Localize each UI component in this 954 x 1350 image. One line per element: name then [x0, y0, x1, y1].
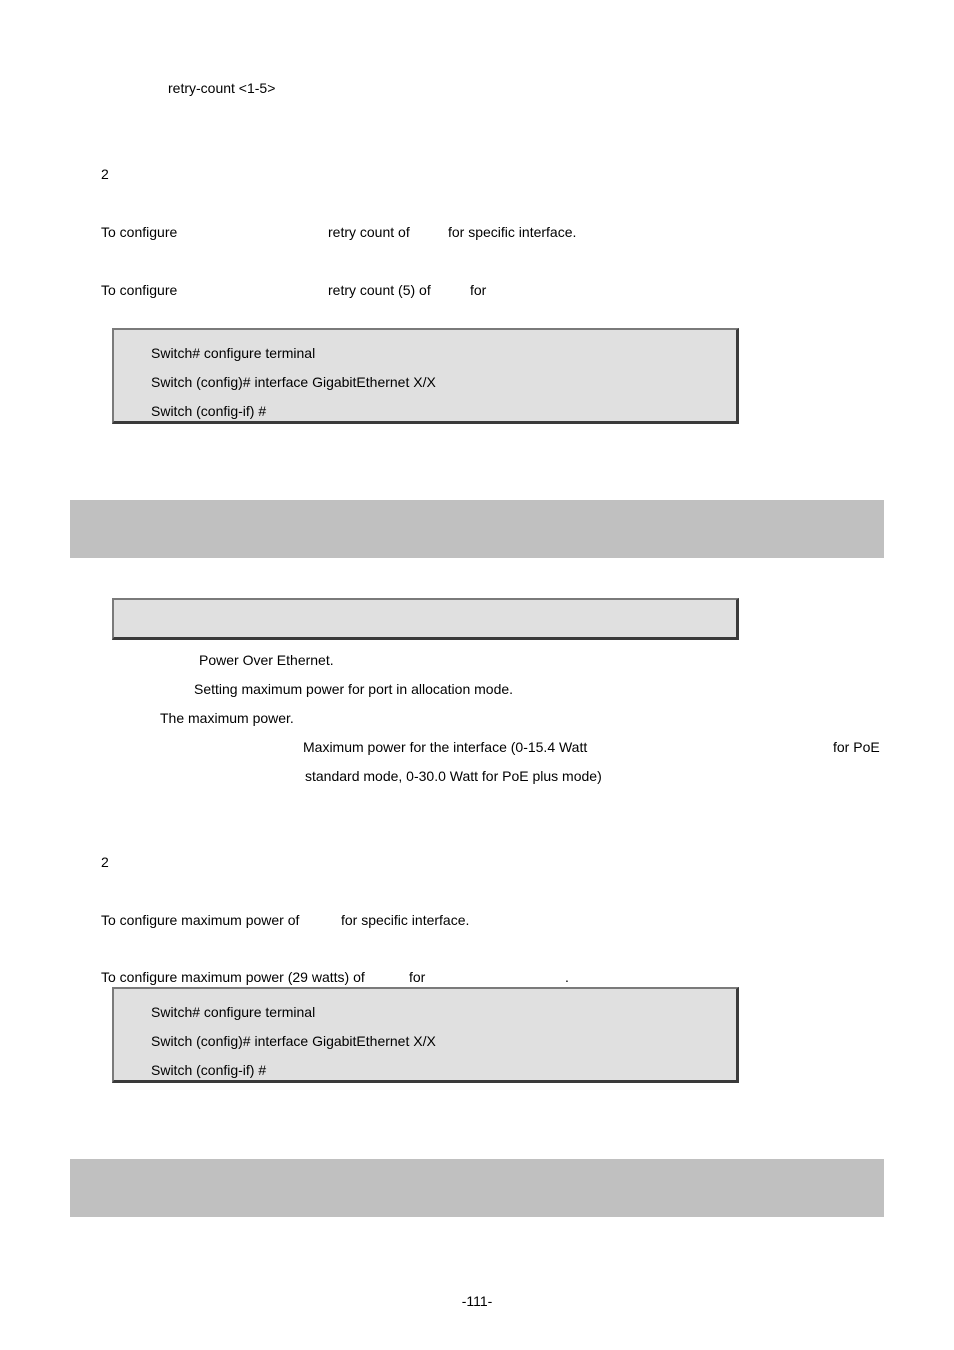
code-line: Switch (config)# interface GigabitEthernet X/X	[151, 1033, 436, 1049]
code-line: Switch# configure terminal	[151, 1004, 316, 1020]
param-range-description-tail: for PoE	[833, 739, 880, 755]
example-text-suffix: for	[470, 282, 487, 298]
default-value: 2	[101, 854, 109, 870]
usage-text-suffix: for specific interface.	[341, 912, 470, 928]
usage-text-suffix: for specific interface.	[448, 224, 577, 240]
page-number: -111-	[461, 1293, 493, 1309]
code-line: Switch (config)# interface GigabitEthernet X/X	[151, 374, 436, 390]
param-setting-description: Setting maximum power for port in allocation mode.	[194, 681, 514, 697]
example-text-prefix: To configure	[101, 282, 178, 298]
param-poe-description: Power Over Ethernet.	[199, 652, 334, 668]
section-header-band	[70, 500, 884, 558]
example-text-prefix: To configure maximum power (29 watts) of	[101, 969, 365, 985]
code-example-box	[112, 328, 739, 424]
usage-text-prefix: To configure maximum power of	[101, 912, 300, 928]
example-text-middle: retry count (5) of	[328, 282, 431, 298]
section-header-band	[70, 1159, 884, 1217]
example-text-suffix: .	[565, 969, 569, 985]
default-value: 2	[101, 166, 109, 182]
code-example-box	[112, 987, 739, 1083]
code-line: Switch (config-if) #	[151, 403, 267, 419]
usage-text-middle: retry count of	[328, 224, 410, 240]
command-syntax: retry-count <1-5>	[168, 80, 276, 96]
code-line: Switch# configure terminal	[151, 345, 316, 361]
usage-text-prefix: To configure	[101, 224, 178, 240]
code-line: Switch (config-if) #	[151, 1062, 267, 1078]
command-syntax-box	[112, 598, 739, 640]
param-max-power-description: The maximum power.	[160, 710, 294, 726]
param-range-description: Maximum power for the interface (0-15.4 Watt	[303, 739, 588, 755]
param-range-description-cont: standard mode, 0-30.0 Watt for PoE plus mode)	[305, 768, 602, 784]
example-text-middle: for	[409, 969, 426, 985]
